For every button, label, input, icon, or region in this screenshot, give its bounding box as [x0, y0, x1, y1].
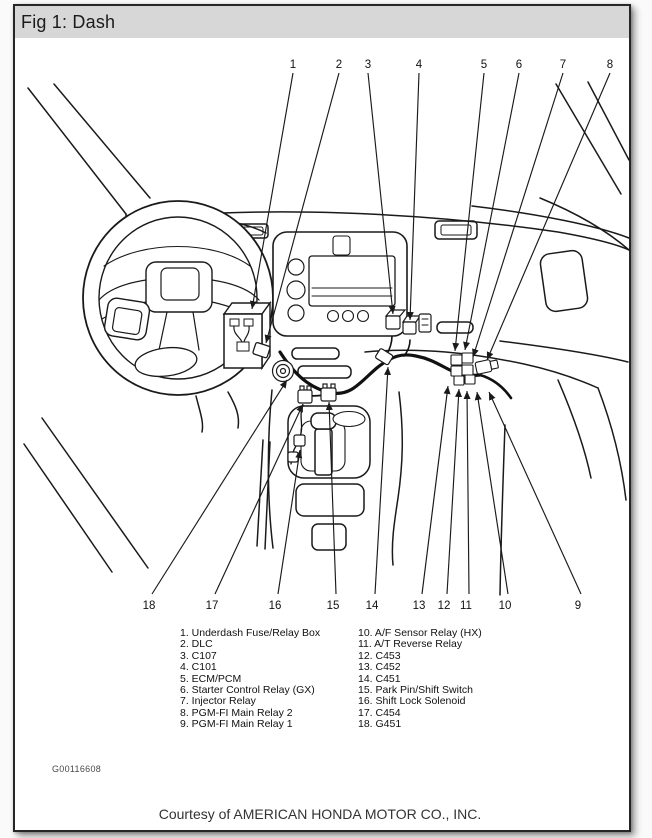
callout-number: 2 — [335, 59, 343, 71]
legend-column-left — [180, 628, 320, 731]
legend-item: 11. A/T Reverse Relay — [358, 638, 463, 651]
legend-item: 8. PGM-FI Main Relay 2 — [180, 706, 293, 719]
legend-column-right — [358, 628, 482, 731]
callout-number: 10 — [498, 600, 512, 612]
legend-item: 5. ECM/PCM — [180, 672, 242, 685]
callout-number: 13 — [412, 600, 426, 612]
legend-item: 1. Underdash Fuse/Relay Box — [180, 627, 321, 639]
legend-item: 14. C451 — [358, 672, 401, 685]
legend-item: 9. PGM-FI Main Relay 1 — [180, 718, 293, 731]
callout-number: 9 — [574, 600, 582, 612]
callout-number: 15 — [326, 600, 340, 612]
legend-item: 18. G451 — [358, 718, 402, 731]
figure-window — [13, 4, 631, 832]
callout-number: 11 — [460, 600, 472, 612]
callout-number: 16 — [268, 600, 282, 612]
figure-title: Fig 1: Dash — [21, 12, 116, 32]
legend-item: 4. C101 — [180, 661, 217, 674]
callout-number: 17 — [205, 600, 219, 612]
legend-item: 10. A/F Sensor Relay (HX) — [358, 627, 482, 639]
callout-number: 12 — [437, 600, 451, 612]
legend-item: 6. Starter Control Relay (GX) — [180, 684, 315, 697]
callout-number: 4 — [415, 59, 423, 71]
callout-number: 3 — [364, 59, 372, 71]
figure-code: G00116608 — [52, 764, 102, 774]
callout-number: 7 — [559, 59, 567, 71]
callout-number: 14 — [365, 600, 379, 612]
callout-number: 1 — [289, 59, 297, 71]
legend-item: 12. C453 — [358, 649, 401, 662]
callout-number: 6 — [515, 59, 523, 71]
legend-item: 3. C107 — [180, 649, 217, 662]
legend-item: 7. Injector Relay — [180, 695, 256, 708]
legend-item: 16. Shift Lock Solenoid — [358, 695, 466, 708]
legend-item: 13. C452 — [358, 661, 401, 674]
courtesy-line: Courtesy of AMERICAN HONDA MOTOR CO., INC. — [158, 806, 482, 822]
callout-number: 8 — [606, 59, 614, 71]
legend-item: 2. DLC — [180, 638, 213, 651]
figure-title-bar — [15, 6, 629, 38]
legend-item: 15. Park Pin/Shift Switch — [358, 684, 473, 697]
callout-number: 18 — [142, 600, 156, 612]
legend-item: 17. C454 — [358, 706, 401, 719]
callout-number: 5 — [480, 59, 488, 71]
